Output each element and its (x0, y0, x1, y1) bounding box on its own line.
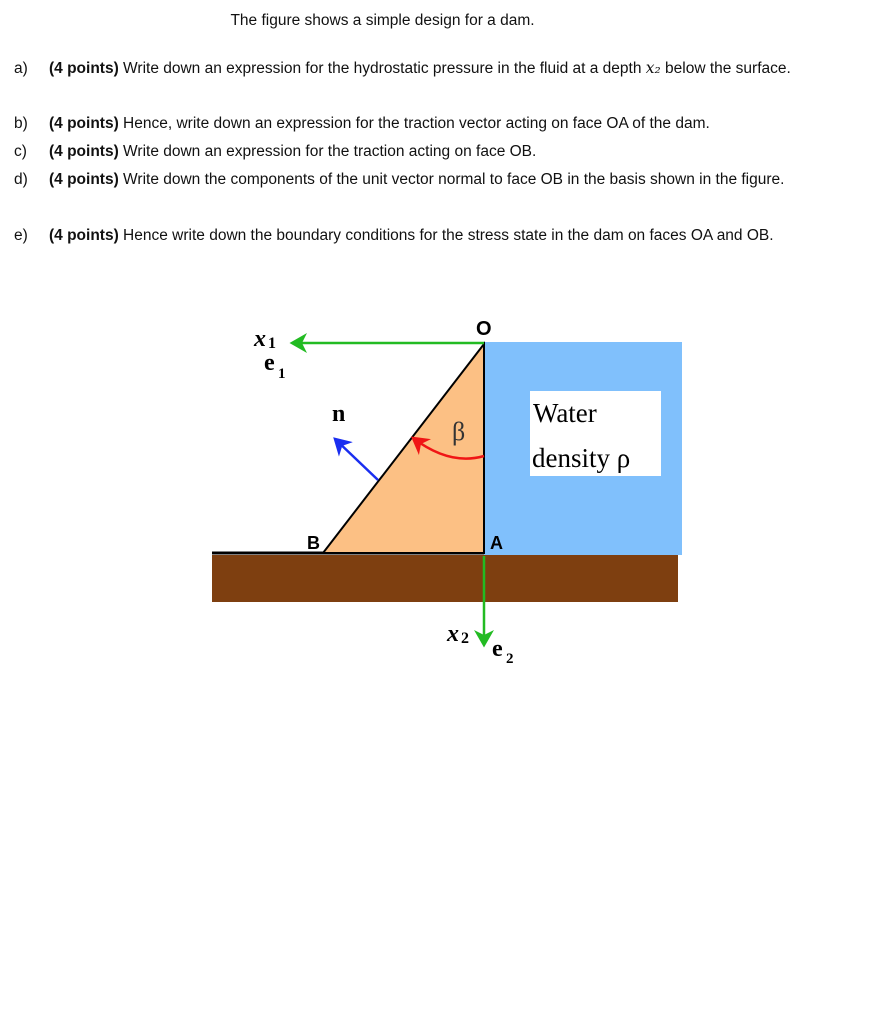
points: (4 points) (49, 143, 119, 160)
question-text: Hence, write down an expression for the traction vector acting on face OA of the dam. (118, 115, 710, 132)
points: (4 points) (49, 60, 119, 77)
e1-label: e (264, 350, 275, 376)
e2-subscript: 2 (506, 651, 514, 667)
ground (212, 555, 678, 602)
x2-subscript: 2 (461, 630, 469, 647)
question-label: e) (14, 227, 28, 244)
question-label: a) (14, 60, 28, 77)
question-label: b) (14, 115, 28, 132)
question-label: d) (14, 171, 28, 188)
normal-vector-arrow (335, 439, 378, 480)
math-variable: x₂ (645, 59, 661, 77)
e1-subscript: 1 (278, 366, 286, 382)
e2-label: e (492, 636, 503, 662)
points: (4 points) (49, 115, 119, 132)
point-o-label: O (476, 318, 492, 340)
point-a-label: A (490, 533, 503, 553)
question-text: Write down an expression for the traction acting on face OB. (118, 143, 537, 160)
dam-triangle (323, 344, 484, 553)
normal-label: n (332, 401, 346, 427)
water-label: Water (533, 398, 597, 428)
density-label: density ρ (532, 443, 631, 473)
question-text: Write down an expression for the hydrostatic pressure in the fluid at a depth (118, 60, 646, 77)
intro-text: The figure shows a simple design for a dam. (230, 12, 535, 29)
question-label: c) (14, 143, 27, 160)
question-text-end: below the surface. (660, 60, 791, 77)
x1-label: x (254, 326, 266, 352)
points: (4 points) (49, 171, 119, 188)
question-text: Write down the components of the unit vector normal to face OB in the basis shown in the figure. (118, 171, 785, 188)
point-b-label: B (307, 533, 320, 553)
x2-label: x (447, 621, 459, 647)
beta-label: β (452, 417, 466, 446)
points: (4 points) (49, 227, 119, 244)
question-text: Hence write down the boundary conditions for the stress state in the dam on faces OA and OB. (118, 227, 774, 244)
x1-subscript: 1 (268, 335, 276, 352)
